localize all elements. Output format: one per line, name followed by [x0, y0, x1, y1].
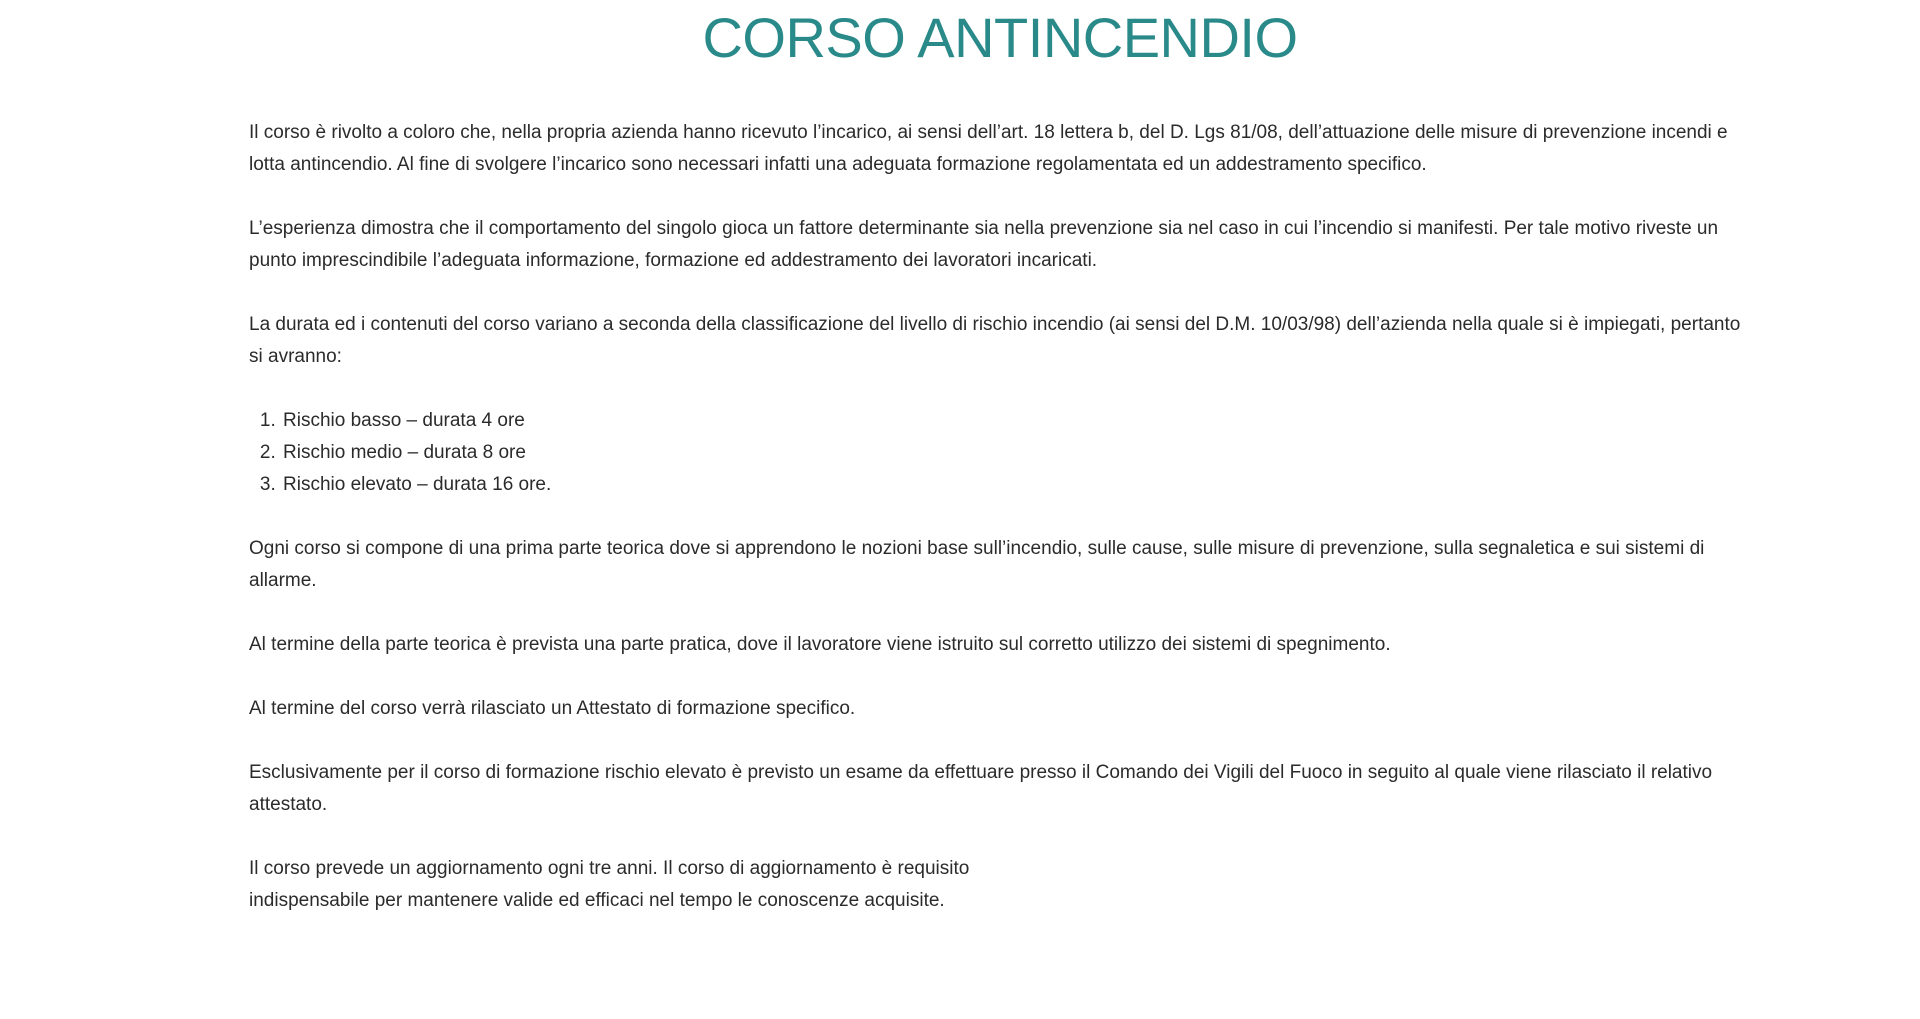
certificate-paragraph: Al termine del corso verrà rilasciato un Attestato di formazione specifico.	[249, 698, 856, 719]
list-item: 3. Rischio elevato – durata 16 ore.	[281, 469, 1759, 501]
practice-paragraph: Al termine della parte teorica è prevista una parte pratica, dove il lavoratore viene istruito sul corretto utilizzo dei sistemi di spegnimento.	[249, 634, 1391, 655]
experience-paragraph: L’esperienza dimostra che il comportamento del singolo gioca un fattore determinante sia nella prevenzione sia nel caso in cui l’incendio si manifesti. Per tale motivo riveste un punto imprescindibile l’adeguata informazione, formazione ed addestramento dei lavoratori incaricati.	[249, 218, 1719, 271]
update-paragraph-line-1: Il corso prevede un aggiornamento ogni tre anni. Il corso di aggiornamento è requisito	[249, 858, 970, 879]
intro-paragraph: Il corso è rivolto a coloro che, nella propria azienda hanno ricevuto l’incarico, ai sensi dell’art. 18 lettera b, del D. Lgs 81/08, dell’attuazione delle misure di prevenzione incendi e lotta antincendio. Al fine di svolgere l’incarico sono necessari infatti una adeguata formazione regolamentata ed un addestramento specifico.	[249, 122, 1728, 175]
list-item: 2. Rischio medio – durata 8 ore	[281, 437, 1759, 469]
theory-paragraph: Ogni corso si compone di una prima parte teorica dove si apprendono le nozioni base sull’incendio, sulle cause, sulle misure di prevenzione, sulla segnaletica e sui sistemi di allarme.	[249, 538, 1705, 591]
course-description	[249, 117, 1759, 917]
duration-paragraph: La durata ed i contenuti del corso variano a seconda della classificazione del livello di rischio incendio (ai sensi del D.M. 10/03/98) dell’azienda nella quale si è impiegati, pertanto si avranno:	[249, 314, 1741, 367]
risk-level-list	[249, 405, 1759, 501]
exam-paragraph: Esclusivamente per il corso di formazione rischio elevato è previsto un esame da effettuare presso il Comando dei Vigili del Fuoco in seguito al quale viene rilasciato il relativo attestato.	[249, 762, 1713, 815]
list-item: 1. Rischio basso – durata 4 ore	[281, 405, 1759, 437]
update-paragraph-line-2: indispensabile per mantenere valide ed efficaci nel tempo le conoscenze acquisite.	[249, 890, 945, 911]
update-paragraph	[249, 853, 1759, 917]
page-title: CORSO ANTINCENDIO	[702, 6, 1298, 69]
